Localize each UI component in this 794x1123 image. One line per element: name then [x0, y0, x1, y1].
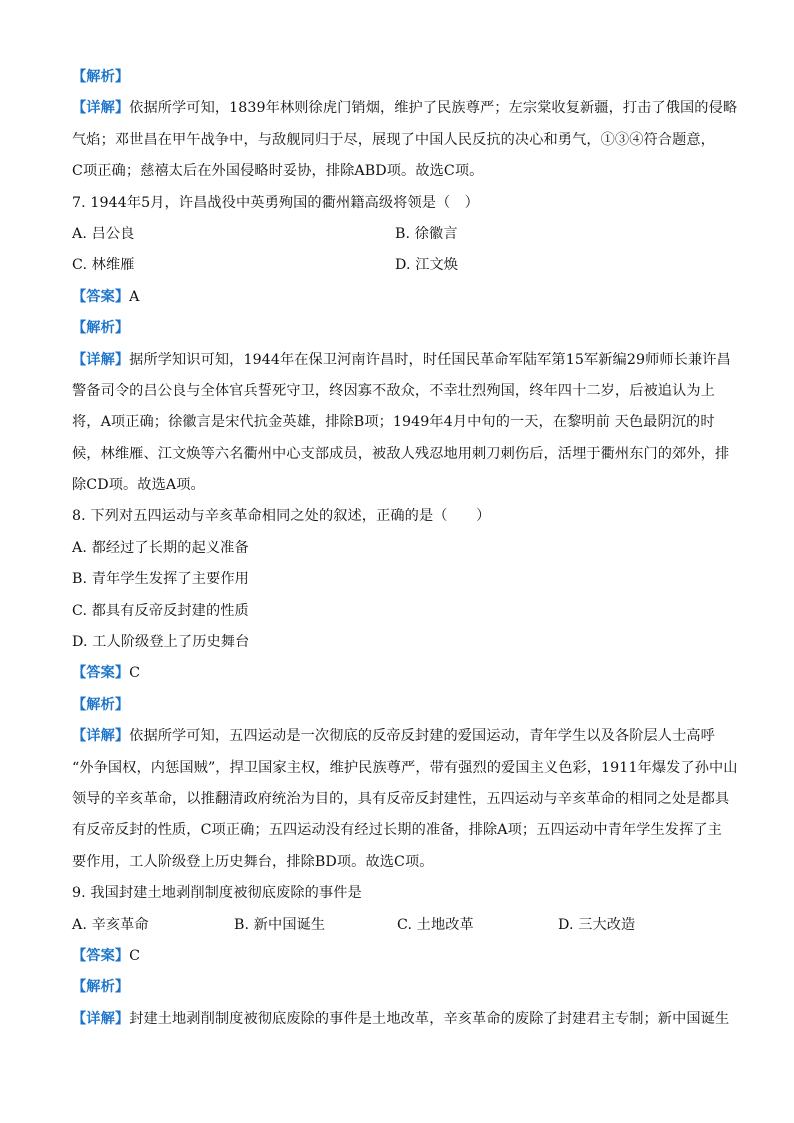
detail-text: 要作用，工人阶级登上历史舞台，排除BD项。故选C项。 — [72, 853, 434, 870]
answer-line — [72, 941, 722, 972]
detail-text: 领导的辛亥革命，以推翻清政府统治为目的，具有反帝反封建性，五四运动与辛亥革命的相同之处是都具 — [72, 790, 730, 807]
option-c — [72, 596, 722, 627]
option-c: C. 林维雁 — [72, 257, 135, 274]
detail-text: 有反帝反封的性质，C项正确；五四运动没有经过长期的准备，排除A项；五四运动中青年学生发挥了主 — [72, 822, 722, 839]
analysis-heading — [72, 313, 722, 344]
answer-tag: 【答案】 — [72, 665, 130, 682]
detail-paragraph-line — [72, 721, 722, 752]
detail-paragraph-line — [72, 407, 722, 438]
analysis-tag: 【解析】 — [72, 69, 130, 85]
answer-tag: 【答案】 — [72, 947, 130, 964]
answer-line — [72, 658, 722, 689]
detail-paragraph-line — [72, 784, 730, 815]
option-c: C. 土地改革 — [397, 916, 474, 933]
answer-line — [72, 282, 722, 313]
options-row — [72, 219, 722, 250]
answer-tag: 【答案】 — [72, 288, 130, 305]
detail-tag: 【详解】 — [72, 728, 130, 745]
detail-tag: 【详解】 — [72, 1010, 130, 1027]
detail-paragraph-line — [72, 1004, 730, 1035]
option-d: D. 江文焕 — [395, 257, 459, 274]
detail-paragraph-line — [72, 470, 722, 501]
option-c-text: C. 都具有反帝反封建的性质 — [72, 602, 249, 619]
option-b-text: B. 青年学生发挥了主要作用 — [72, 571, 249, 588]
question-9-stem: 9. 我国封建土地剥削制度被彻底废除的事件是 — [72, 885, 362, 902]
answer-value: A — [129, 288, 140, 305]
detail-paragraph-line — [72, 847, 722, 878]
detail-text: 依据所学可知，1839年林则徐虎门销烟，维护了民族尊严；左宗棠收复新疆，打击了俄国的侵略 — [129, 100, 738, 117]
option-a: A. 辛亥革命 — [72, 916, 149, 933]
detail-tag: 【详解】 — [72, 100, 130, 117]
detail-text: 警备司令的吕公良与全体官兵誓死守卫，终因寡不敌众，不幸壮烈殉国，终年四十二岁，后被追认为上 — [72, 382, 715, 399]
options-row — [72, 910, 722, 941]
detail-text: 依据所学可知，五四运动是一次彻底的反帝反封建的爱国运动，青年学生以及各阶层人士高呼 — [129, 728, 715, 745]
detail-paragraph-line — [72, 753, 738, 784]
option-d-text: D. 工人阶级登上了历史舞台 — [72, 634, 250, 651]
detail-paragraph-line — [72, 156, 722, 187]
analysis-tag: 【解析】 — [72, 696, 130, 713]
document-page — [72, 62, 738, 1035]
detail-text: 封建土地剥削制度被彻底废除的事件是土地改革，辛亥革命的废除了封建君主专制；新中国诞生 — [129, 1010, 730, 1027]
detail-paragraph-line — [72, 345, 731, 376]
detail-text: 除CD项。故选A项。 — [72, 477, 205, 494]
question-stem — [72, 501, 722, 532]
detail-paragraph-line — [72, 376, 722, 407]
option-d: D. 三大改造 — [558, 916, 636, 933]
detail-paragraph-line — [72, 439, 730, 470]
detail-paragraph-line — [72, 815, 722, 846]
option-b: B. 新中国诞生 — [234, 916, 326, 933]
option-b: B. 徐徽言 — [395, 225, 458, 242]
analysis-tag: 【解析】 — [72, 320, 130, 337]
option-a-text: A. 都经过了长期的起义准备 — [72, 539, 249, 556]
option-b — [72, 564, 722, 595]
detail-paragraph-line — [72, 125, 722, 156]
detail-text: 将，A项正确；徐徽言是宋代抗金英雄，排除B项；1949年4月中旬的一天，在黎明前 天色最阴沉的时 — [72, 414, 715, 431]
question-stem — [72, 188, 722, 219]
answer-value: C — [129, 947, 141, 964]
detail-text: 据所学知识可知，1944年在保卫河南许昌时，时任国民革命军陆军第15军新编29师师长兼许昌 — [129, 351, 731, 368]
detail-text: C项正确；慈禧太后在外国侵略时妥协，排除ABD项。故选C项。 — [72, 163, 484, 180]
option-a — [72, 533, 722, 564]
question-8-stem: 8. 下列对五四运动与辛亥革命相同之处的叙述，正确的是（ ） — [72, 508, 491, 525]
options-row — [72, 250, 722, 281]
analysis-tag: 【解析】 — [72, 979, 130, 996]
answer-value: C — [129, 665, 141, 682]
option-d — [72, 627, 722, 658]
analysis-heading — [72, 690, 722, 721]
analysis-heading — [72, 62, 722, 93]
question-stem — [72, 878, 722, 909]
detail-tag: 【详解】 — [72, 351, 130, 368]
option-a: A. 吕公良 — [72, 225, 135, 242]
detail-text: 候，林维雁、江文焕等六名衢州中心支部成员，被敌人残忍地用刺刀刺伤后，活埋于衢州东门的郊外，排 — [72, 445, 730, 462]
analysis-heading — [72, 972, 722, 1003]
detail-paragraph-line — [72, 93, 738, 124]
detail-text: “外争国权，内惩国贼”，捍卫国家主权，维护民族尊严，带有强烈的爱国主义色彩，1911年爆发了孙中山 — [72, 759, 738, 776]
question-7-stem: 7. 1944年5月，许昌战役中英勇殉国的衢州籍高级将领是（ ） — [72, 194, 479, 211]
detail-text: 气焰；邓世昌在甲午战争中，与敌舰同归于尽，展现了中国人民反抗的决心和勇气，①③④符合题意， — [72, 131, 715, 148]
